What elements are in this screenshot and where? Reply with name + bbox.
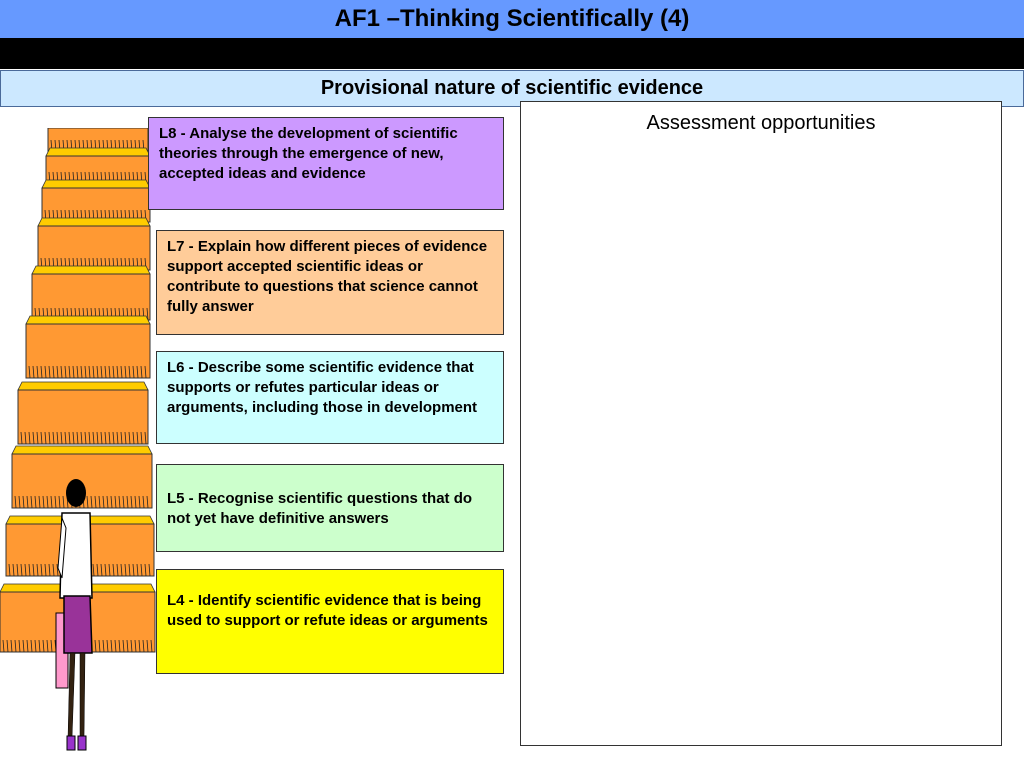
header-divider-band xyxy=(0,38,1024,69)
stair-tread xyxy=(12,446,152,454)
stair-step xyxy=(32,274,150,320)
stair-step xyxy=(26,324,150,378)
level-8-text: L8 - Analyse the development of scientific theories through the emergence of new, accepted ideas and evidence xyxy=(159,125,458,182)
stair-tread xyxy=(46,148,150,156)
level-4-box xyxy=(156,569,504,674)
level-4-text: L4 - Identify scientific evidence that is being used to support or refute ideas or arguments xyxy=(167,592,488,629)
stair-tread xyxy=(18,382,148,390)
slide-title: AF1 –Thinking Scientifically (4) xyxy=(0,0,1024,38)
level-8-box xyxy=(148,117,504,210)
staircase-illustration-icon xyxy=(0,128,160,768)
level-5-box xyxy=(156,464,504,552)
level-5-text: L5 - Recognise scientific questions that do not yet have definitive answers xyxy=(167,490,473,527)
assessment-opportunities-panel xyxy=(520,101,1002,746)
person-figure xyxy=(56,479,92,750)
level-7-text: L7 - Explain how different pieces of evidence support accepted scientific ideas or contribute to questions that science cannot fully answer xyxy=(167,238,488,315)
level-6-box xyxy=(156,351,504,444)
stair-tread xyxy=(26,316,150,324)
stair-tread xyxy=(32,266,150,274)
stair-tread xyxy=(38,218,150,226)
level-6-text: L6 - Describe some scientific evidence that supports or refutes particular ideas or arguments, including those in development xyxy=(167,359,478,416)
slide-subtitle: Provisional nature of scientific evidence xyxy=(0,70,1024,107)
assessment-title: Assessment opportunities xyxy=(646,112,876,134)
level-7-box xyxy=(156,230,504,335)
stair-tread xyxy=(42,180,150,188)
